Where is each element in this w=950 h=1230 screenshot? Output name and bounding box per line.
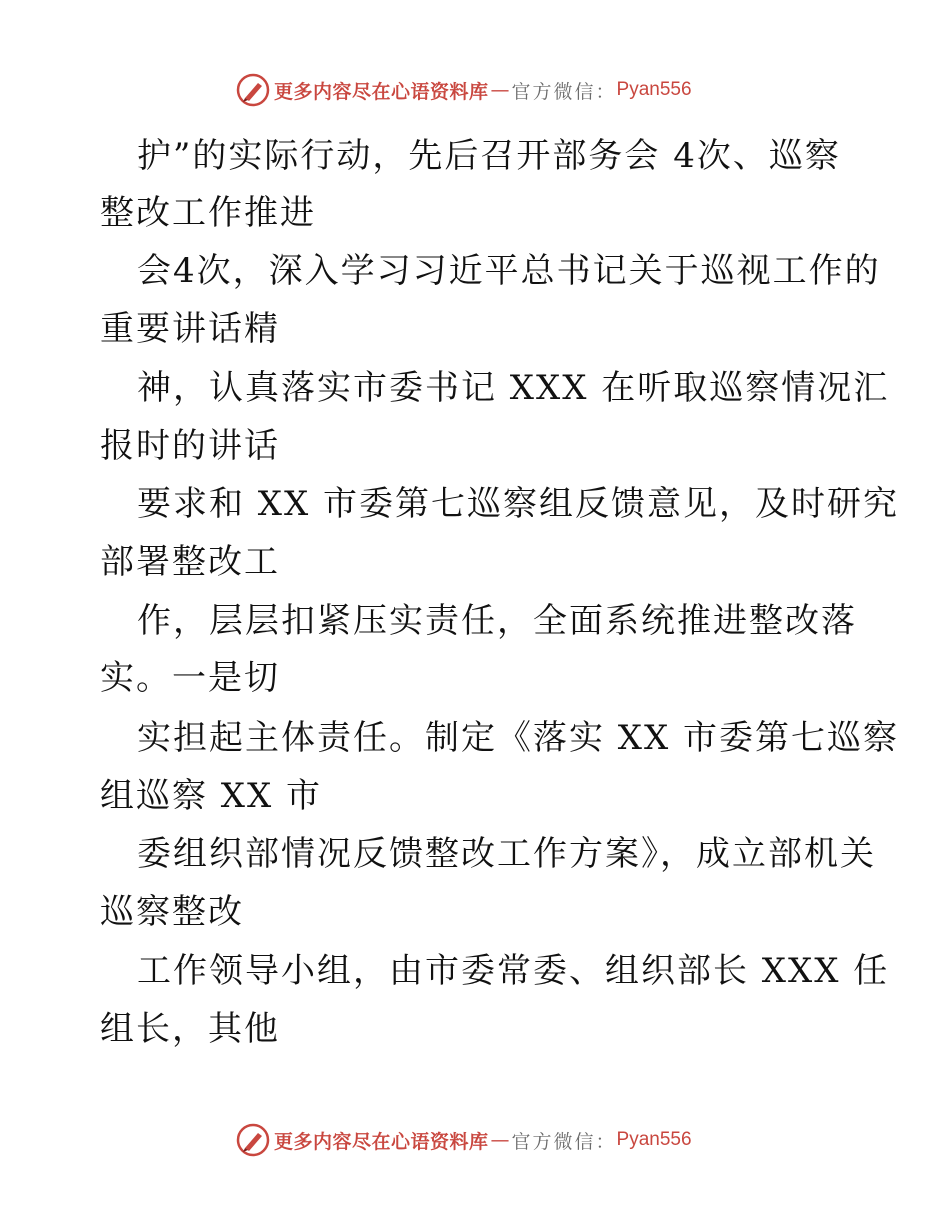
paragraph-line: 要求和 XX 市委第七巡察组反馈意见，及时研究 (137, 484, 900, 524)
paragraph-line: 整改工作推进 (100, 193, 316, 233)
paragraph-line: 会4次，深入学习习近平总书记关于巡视工作的 (137, 251, 881, 291)
paragraph-line: 委组织部情况反馈整改工作方案》，成立部机关 (137, 834, 876, 874)
paragraph-line: 实担起主体责任。制定《落实 XX 市委第七巡察 (137, 718, 900, 758)
watermark-text: 更多内容尽在心语资料库 (274, 1130, 489, 1153)
paragraph-line: 护”的实际行动，先后召开部务会 4次、巡察 (137, 136, 841, 176)
paragraph-line: 报时的讲话 (100, 426, 280, 466)
watermark-text: 更多内容尽在心语资料库 (274, 80, 489, 103)
watermark-official-label: 官方微信： (511, 1130, 617, 1153)
watermark-official-label: 官方微信： (511, 80, 617, 103)
watermark-wechat-id: Pyan556 (616, 1129, 692, 1150)
footer-watermark (236, 1122, 692, 1158)
paragraph-line: 神，认真落实市委书记 XXX 在听取巡察情况汇 (137, 368, 890, 408)
paragraph-line: 作，层层扣紧压实责任，全面系统推进整改落 (137, 601, 857, 641)
paragraph-line: 组长，其他 (100, 1009, 280, 1049)
paragraph-line: 组巡察 XX 市 (100, 776, 323, 816)
pen-logo-icon (236, 1123, 270, 1157)
pen-logo-icon (236, 73, 270, 107)
paragraph-line: 巡察整改 (100, 892, 244, 932)
watermark-wechat-id: Pyan556 (616, 79, 692, 100)
watermark-separator: — (490, 1129, 510, 1151)
watermark-separator: — (490, 79, 510, 101)
paragraph-line: 部署整改工 (100, 542, 280, 582)
paragraph-line: 重要讲话精 (100, 309, 280, 349)
paragraph-line: 实。一是切 (100, 658, 280, 698)
header-watermark (236, 72, 692, 108)
paragraph-line: 工作领导小组，由市委常委、组织部长 XXX 任 (137, 951, 890, 991)
